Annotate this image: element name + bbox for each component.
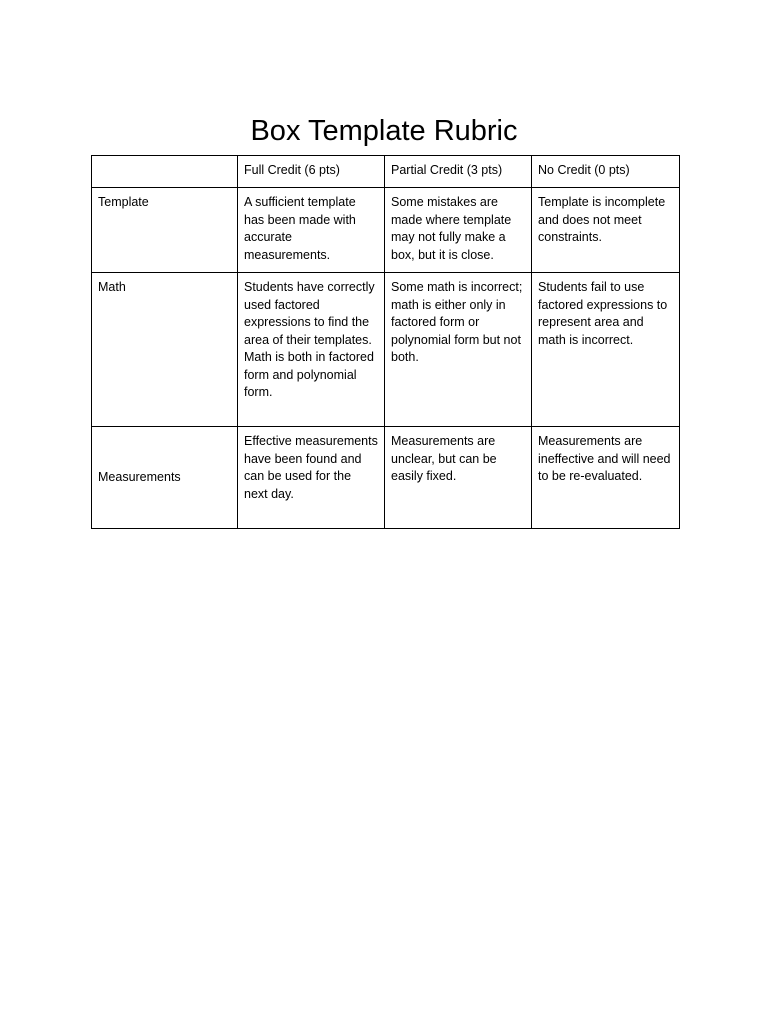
- table-cell: Students have correctly used factored expressions to find the area of their templates. Math is both in factored form and polynomial form.: [238, 273, 385, 427]
- table-header-row: [92, 156, 680, 188]
- header-corner-cell: [92, 156, 238, 188]
- row-label-measurements: Measurements: [92, 427, 238, 529]
- table-row: [92, 273, 680, 427]
- table-cell: Students fail to use factored expressions to represent area and math is incorrect.: [532, 273, 680, 427]
- header-no-credit: No Credit (0 pts): [532, 156, 680, 188]
- table-row: [92, 427, 680, 529]
- page-title: Box Template Rubric: [250, 115, 518, 147]
- row-label-math: Math: [92, 273, 238, 427]
- table-cell: Measurements are ineffective and will need to be re-evaluated.: [532, 427, 680, 529]
- row-label-template: Template: [92, 188, 238, 273]
- rubric-table: [91, 155, 680, 529]
- header-full-credit: Full Credit (6 pts): [238, 156, 385, 188]
- table-cell: Some mistakes are made where template may not fully make a box, but it is close.: [385, 188, 532, 273]
- table-cell: Template is incomplete and does not meet constraints.: [532, 188, 680, 273]
- table-cell: Some math is incorrect; math is either only in factored form or polynomial form but not both.: [385, 273, 532, 427]
- table-cell: Measurements are unclear, but can be easily fixed.: [385, 427, 532, 529]
- table-row: [92, 188, 680, 273]
- table-cell: Effective measurements have been found and can be used for the next day.: [238, 427, 385, 529]
- table-cell: A sufficient template has been made with accurate measurements.: [238, 188, 385, 273]
- header-partial-credit: Partial Credit (3 pts): [385, 156, 532, 188]
